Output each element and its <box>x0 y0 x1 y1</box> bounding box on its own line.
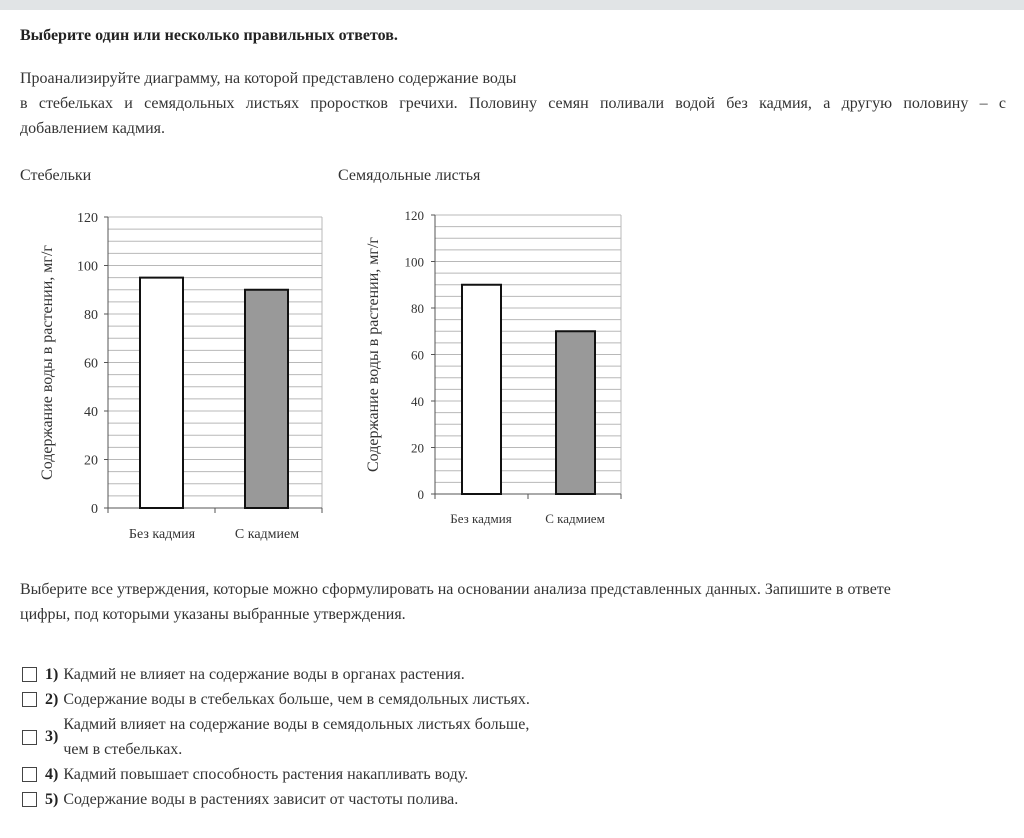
option-text: Кадмий не влияет на содержание воды в органах растения. <box>63 665 465 683</box>
y-tick-label: 100 <box>77 259 98 275</box>
option-text: Кадмий повышает способность растения накапливать воду. <box>63 765 469 783</box>
chart-2-title: Семядольные листья <box>338 167 481 184</box>
option-number: 4) <box>45 765 59 783</box>
checkbox-option-2[interactable] <box>22 692 37 707</box>
option-number: 2) <box>45 690 59 708</box>
bar-2 <box>556 331 595 494</box>
y-axis-title: Содержание воды в растении, мг/г <box>39 245 56 480</box>
option-text-line-1: Кадмий влияет на содержание воды в семядольных листьях больше, <box>63 716 530 733</box>
option-text <box>63 712 529 762</box>
option-text: Содержание воды в стебельках больше, чем в семядольных листьях. <box>63 690 530 708</box>
question-line-1: Выберите все утверждения, которые можно сформулировать на основании анализа представленных данных. Запишите в ответе <box>20 581 891 598</box>
y-axis-title: Содержание воды в растении, мг/г <box>365 237 382 472</box>
intro-line-2: в стебельках и семядольных листьях проростков гречихи. Половину семян поливали водой без кадмия, а другую половину – с <box>20 95 1006 112</box>
y-tick-label: 80 <box>84 308 98 323</box>
option-1[interactable] <box>22 662 530 687</box>
bar-1 <box>462 285 501 494</box>
intro-line-1: Проанализируйте диаграмму, на которой представлено содержание воды <box>20 70 517 87</box>
option-5[interactable] <box>22 787 530 812</box>
y-tick-label: 120 <box>77 211 98 226</box>
chart-1-title: Стебельки <box>20 167 92 184</box>
y-tick-label: 40 <box>411 394 424 409</box>
y-tick-label: 80 <box>411 301 424 316</box>
y-tick-label: 100 <box>404 254 424 270</box>
instruction-title: Выберите один или несколько правильных ответов. <box>20 27 398 44</box>
question-text <box>20 577 1006 627</box>
option-3[interactable] <box>22 712 530 762</box>
y-tick-label: 60 <box>84 356 98 372</box>
y-tick-label: 40 <box>84 405 98 420</box>
y-tick-label: 20 <box>84 453 98 469</box>
y-tick-label: 0 <box>91 502 98 517</box>
y-tick-label: 120 <box>404 208 424 223</box>
options-list <box>22 662 530 812</box>
intro-line-3: добавлением кадмия. <box>20 120 165 137</box>
option-number: 5) <box>45 790 59 808</box>
option-number: 3) <box>45 728 59 745</box>
option-number: 1) <box>45 665 59 683</box>
category-label: Без кадмия <box>128 527 196 542</box>
checkbox-option-4[interactable] <box>22 767 37 782</box>
category-label: С кадмием <box>545 511 605 526</box>
y-tick-label: 60 <box>411 347 424 363</box>
option-text-line-2: чем в стебельках. <box>63 741 183 758</box>
question-line-2: цифры, под которыми указаны выбранные утверждения. <box>20 606 406 623</box>
option-4[interactable] <box>22 762 530 787</box>
y-tick-label: 0 <box>417 487 424 502</box>
category-label: С кадмием <box>234 527 300 542</box>
category-label: Без кадмия <box>450 511 512 526</box>
option-text: Содержание воды в растениях зависит от частоты полива. <box>63 790 459 808</box>
checkbox-option-3[interactable] <box>22 730 37 745</box>
option-2[interactable] <box>22 687 530 712</box>
y-tick-label: 20 <box>411 440 424 456</box>
checkbox-option-1[interactable] <box>22 667 37 682</box>
checkbox-option-5[interactable] <box>22 792 37 807</box>
